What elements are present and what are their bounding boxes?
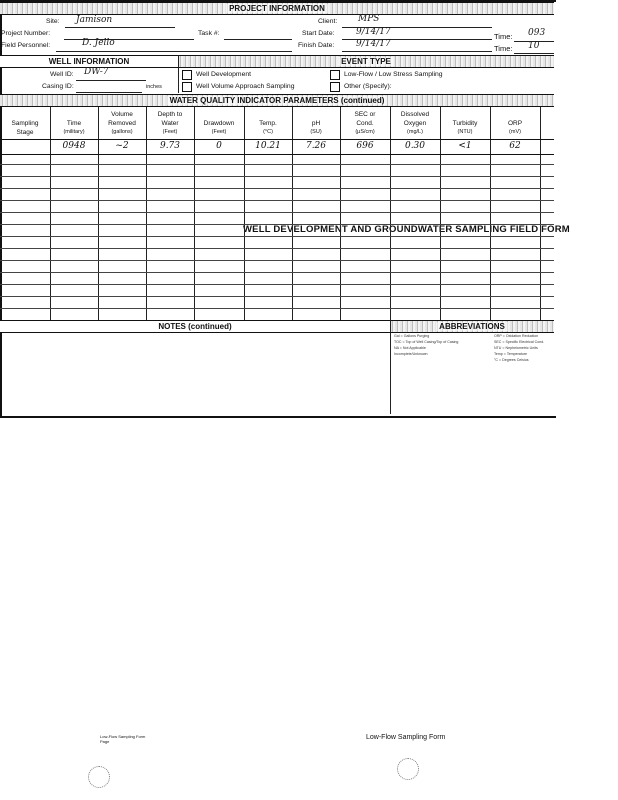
field-personnel-label: Field Personnel: [1,42,51,49]
well-event-divider [178,55,179,93]
field-personnel-value: D. Jello [82,38,115,48]
time2-value: 10 [528,41,540,51]
col-sampling-stage-label: Sampling Stage [11,120,39,136]
grid-row-line [0,106,554,107]
finish-date-value: 9/14/17 [356,39,391,49]
abbrev-left-0: Gal = Gallons Purging [394,334,430,338]
grid-row-line [0,272,554,273]
notes-header [0,320,390,333]
well-volume-label: Well Volume Approach Sampling [196,83,295,90]
col-temp-label: Temp. [259,120,277,127]
col-drawdown-unit: (Feet) [211,129,227,135]
grid-row-line [0,154,554,155]
abbrev-right-4: °C = Degrees Celsius [494,358,529,362]
site-field[interactable] [65,27,175,28]
other-checkbox[interactable] [330,82,340,92]
well-id-label: Well ID: [50,71,74,78]
grid-row-line [0,248,554,249]
abbrev-right-0: ORP = Oxidation Reduction [494,334,539,338]
grid-row-line [0,139,554,140]
well-volume-checkbox[interactable] [182,82,192,92]
grid-row-line [0,260,554,261]
col-volume [98,110,146,137]
grid-row-line [0,212,554,213]
cell-time[interactable]: 0948 [62,141,86,151]
col-orp [490,119,540,137]
start-date-label: Start Date: [302,30,335,37]
wq-title: WATER QUALITY INDICATOR PARAMETERS (continued) [167,96,388,105]
footer-left-line1: Low-Flow Sampling Form [100,734,146,739]
cell-do[interactable]: 0.30 [404,141,426,151]
col-do-label: Dissolved Oxygen [400,111,430,127]
project-info-title: PROJECT INFORMATION [226,4,328,13]
time2-label: Time: [494,44,513,53]
cell-volume[interactable]: ~2 [115,141,129,151]
notes-abbrev-divider [390,320,391,414]
abbrev-left-1: TOC = Top of Well Casing/Top of Casing [394,340,459,344]
punch-hole-left [88,766,110,788]
time-value: 093 [528,28,546,38]
col-orp-unit: (mV) [509,129,521,135]
grid-row-line [0,224,554,225]
well-development-label: Well Development [196,71,252,78]
footer-left-line2: Page [100,739,110,744]
col-time-label: Time [66,120,82,127]
finish-date-field[interactable] [342,51,492,52]
col-ph-label: pH [311,120,321,127]
cell-drawdown[interactable]: 0 [216,141,222,151]
finish-date-label: Finish Date: [298,42,335,49]
cell-cond[interactable]: 696 [356,141,374,151]
grid-row-line [0,200,554,201]
event-type-header [178,55,554,68]
abbrev-right-3: Temp = Temperature [494,352,527,356]
grid-row-line [0,284,554,285]
grid-row-line [0,164,554,165]
punch-hole-right [397,758,419,780]
casing-id-label: Casing ID: [42,83,74,90]
field-personnel-field[interactable] [56,51,292,52]
grid-row-line [0,176,554,177]
grid-row-line [0,188,554,189]
col-do-unit: (mg/L) [407,129,423,135]
abbrev-left-3: Incomplete/Unknown [394,352,428,356]
col-ph [292,119,340,137]
notes-title: NOTES (continued) [155,322,234,331]
grid-row-line [0,308,554,309]
abbrev-header [390,320,554,333]
col-temp-unit: (°C) [263,129,273,135]
form-title: WELL DEVELOPMENT AND GROUNDWATER SAMPLING FIELD FORM [243,224,570,235]
cell-turbidity[interactable]: <1 [458,141,472,151]
col-time-unit: (military) [63,129,85,135]
col-temp [244,119,292,137]
col-orp-label: ORP [507,120,523,127]
site-value: Jamison [76,15,113,25]
well-development-checkbox[interactable] [182,70,192,80]
abbrev-right-1: SEC = Specific Electrical Cond. [494,340,545,344]
col-volume-unit: (gallons) [111,129,133,135]
cell-ph[interactable]: 7.26 [305,141,327,151]
task-field[interactable] [224,39,292,40]
grid-row-line [0,236,554,237]
col-ph-unit: (SU) [310,129,322,135]
well-id-field[interactable] [76,80,146,81]
footer-center: Low-Flow Sampling Form [366,734,446,741]
client-label: Client: [318,18,338,25]
col-depth [146,110,194,137]
col-turbidity-unit: (NTU) [457,129,473,135]
low-flow-label: Low-Flow / Low Stress Sampling [344,71,443,78]
col-cond-unit: (µS/cm) [355,129,375,135]
casing-id-field[interactable] [76,92,142,93]
col-sampling-stage [0,119,50,137]
cell-orp[interactable]: 62 [509,141,521,151]
site-label: Site: [46,18,60,25]
col-depth-label: Depth to Water [157,111,183,127]
project-info-header [0,2,554,15]
col-turbidity-label: Turbidity [452,120,478,127]
low-flow-checkbox[interactable] [330,70,340,80]
well-info-title: WELL INFORMATION [46,57,133,66]
task-label: Task #: [198,30,220,37]
col-drawdown-label: Drawdown [203,120,235,127]
abbrev-right-2: NTU = Nephelometric Units [494,346,538,350]
well-id-value: DW-7 [84,67,109,77]
cell-depth[interactable]: 9.73 [159,141,181,151]
other-label: Other (Specify): [344,83,392,90]
notes-area[interactable] [2,334,386,412]
casing-unit: inches [146,84,162,90]
time2-field[interactable] [514,53,554,54]
col-do [390,110,440,137]
grid-row-line [0,296,554,297]
start-date-value: 9/14/17 [356,27,391,37]
col-cond [340,110,390,137]
col-drawdown [194,119,244,137]
field-form [0,0,556,418]
abbrev-title: ABBREVIATIONS [436,322,508,331]
abbrev-left-2: NA = Not Applicable [394,346,426,350]
col-turbidity [440,119,490,137]
col-volume-label: Volume Removed [108,111,136,127]
project-number-label: Project Number: [1,30,51,37]
event-type-title: EVENT TYPE [338,57,394,66]
time-label: Time: [494,32,513,41]
col-depth-unit: (Feet) [162,129,178,135]
col-time [50,119,98,137]
client-value: MPS [358,14,380,24]
col-cond-label: SEC or Cond. [354,111,376,127]
cell-temp[interactable]: 10.21 [255,141,281,151]
